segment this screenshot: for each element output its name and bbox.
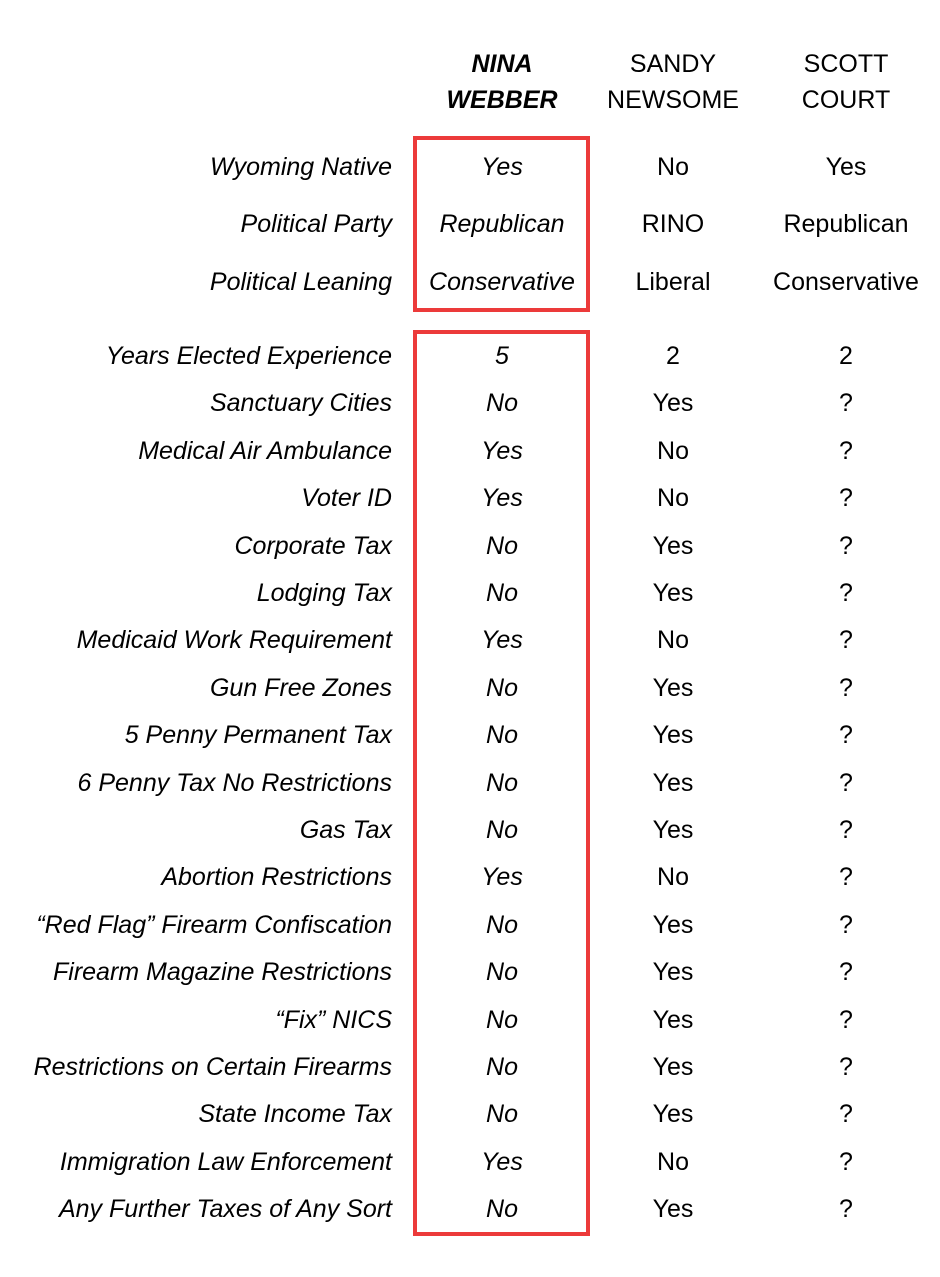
- table-row: [0, 1002, 940, 1038]
- cell-nina-webber: No: [486, 1100, 518, 1128]
- row-label: Political Party: [240, 210, 392, 238]
- table-row: [0, 206, 940, 242]
- cell-scott-court: ?: [839, 769, 853, 797]
- table-row: [0, 670, 940, 706]
- cell-scott-court: ?: [839, 1148, 853, 1176]
- cell-sandy-newsome: No: [657, 863, 689, 891]
- cell-scott-court: ?: [839, 1006, 853, 1034]
- row-label: Years Elected Experience: [105, 342, 392, 370]
- row-label: Voter ID: [301, 484, 392, 512]
- cell-scott-court: Republican: [783, 210, 909, 238]
- header-nina-webber: [417, 46, 587, 118]
- cell-sandy-newsome: Yes: [652, 769, 694, 797]
- cell-scott-court: ?: [839, 816, 853, 844]
- cell-nina-webber: Yes: [481, 1148, 523, 1176]
- cell-nina-webber: No: [486, 532, 518, 560]
- cell-scott-court: ?: [839, 389, 853, 417]
- cell-scott-court: ?: [839, 863, 853, 891]
- cell-sandy-newsome: Liberal: [635, 268, 711, 296]
- table-row: [0, 954, 940, 990]
- header-sandy-newsome: [588, 46, 758, 118]
- cell-sandy-newsome: Yes: [652, 1195, 694, 1223]
- cell-scott-court: 2: [839, 342, 853, 370]
- table-row: [0, 1096, 940, 1132]
- cell-scott-court: ?: [839, 532, 853, 560]
- cell-nina-webber: No: [486, 389, 518, 417]
- cell-nina-webber: No: [486, 721, 518, 749]
- table-row: [0, 149, 940, 185]
- cell-scott-court: ?: [839, 721, 853, 749]
- cell-sandy-newsome: No: [657, 1148, 689, 1176]
- cell-sandy-newsome: Yes: [652, 958, 694, 986]
- cell-sandy-newsome: No: [657, 437, 689, 465]
- cell-nina-webber: Yes: [481, 153, 523, 181]
- row-label: Gun Free Zones: [209, 674, 392, 702]
- cell-nina-webber: No: [486, 769, 518, 797]
- cell-nina-webber: No: [486, 579, 518, 607]
- table-row: [0, 1144, 940, 1180]
- table-row: [0, 907, 940, 943]
- cell-sandy-newsome: No: [657, 153, 689, 181]
- cell-scott-court: ?: [839, 437, 853, 465]
- cell-nina-webber: Yes: [481, 863, 523, 891]
- row-label: Political Leaning: [209, 268, 392, 296]
- table-row: [0, 1049, 940, 1085]
- cell-scott-court: Yes: [825, 153, 867, 181]
- row-label: Lodging Tax: [256, 579, 392, 607]
- cell-sandy-newsome: Yes: [652, 1006, 694, 1034]
- header-line: SCOTT: [803, 50, 889, 78]
- table-row: [0, 765, 940, 801]
- header-scott-court: [760, 46, 932, 118]
- row-label: 5 Penny Permanent Tax: [124, 721, 392, 749]
- cell-sandy-newsome: Yes: [652, 1053, 694, 1081]
- cell-sandy-newsome: Yes: [652, 389, 694, 417]
- cell-nina-webber: No: [486, 816, 518, 844]
- row-label: Corporate Tax: [234, 532, 392, 560]
- table-row: [0, 717, 940, 753]
- cell-nina-webber: No: [486, 958, 518, 986]
- cell-scott-court: ?: [839, 579, 853, 607]
- cell-sandy-newsome: RINO: [641, 210, 705, 238]
- cell-sandy-newsome: Yes: [652, 579, 694, 607]
- cell-scott-court: ?: [839, 626, 853, 654]
- table-row: [0, 480, 940, 516]
- row-label: Any Further Taxes of Any Sort: [58, 1195, 392, 1223]
- table-row: [0, 264, 940, 300]
- cell-nina-webber: Yes: [481, 484, 523, 512]
- row-label: “Red Flag” Firearm Confiscation: [36, 911, 392, 939]
- cell-sandy-newsome: Yes: [652, 532, 694, 560]
- cell-nina-webber: Republican: [439, 210, 565, 238]
- row-label: Wyoming Native: [210, 153, 392, 181]
- row-label: Restrictions on Certain Firearms: [33, 1053, 392, 1081]
- row-label: “Fix” NICS: [275, 1006, 392, 1034]
- header-line: WEBBER: [446, 86, 558, 114]
- table-row: [0, 338, 940, 374]
- cell-nina-webber: Yes: [481, 626, 523, 654]
- cell-sandy-newsome: No: [657, 626, 689, 654]
- row-label: Gas Tax: [299, 816, 392, 844]
- header-line: SANDY: [629, 50, 717, 78]
- cell-sandy-newsome: Yes: [652, 1100, 694, 1128]
- cell-nina-webber: No: [486, 1006, 518, 1034]
- row-label: 6 Penny Tax No Restrictions: [77, 769, 392, 797]
- table-row: [0, 433, 940, 469]
- cell-scott-court: ?: [839, 958, 853, 986]
- cell-scott-court: Conservative: [773, 268, 919, 296]
- row-label: Immigration Law Enforcement: [59, 1148, 392, 1176]
- row-label: Medicaid Work Requirement: [76, 626, 392, 654]
- cell-sandy-newsome: Yes: [652, 721, 694, 749]
- table-row: [0, 575, 940, 611]
- table-row: [0, 859, 940, 895]
- cell-nina-webber: No: [486, 1195, 518, 1223]
- table-row: [0, 812, 940, 848]
- cell-sandy-newsome: 2: [666, 342, 680, 370]
- header-line: NEWSOME: [607, 86, 739, 114]
- cell-sandy-newsome: No: [657, 484, 689, 512]
- row-label: State Income Tax: [198, 1100, 392, 1128]
- cell-nina-webber: No: [486, 674, 518, 702]
- table-row: [0, 385, 940, 421]
- header-line: COURT: [801, 86, 891, 114]
- row-label: Medical Air Ambulance: [138, 437, 392, 465]
- table-row: [0, 622, 940, 658]
- cell-sandy-newsome: Yes: [652, 911, 694, 939]
- table-row: [0, 528, 940, 564]
- cell-scott-court: ?: [839, 1195, 853, 1223]
- cell-scott-court: ?: [839, 484, 853, 512]
- table-row: [0, 1191, 940, 1227]
- cell-scott-court: ?: [839, 1100, 853, 1128]
- row-label: Abortion Restrictions: [161, 863, 392, 891]
- cell-scott-court: ?: [839, 1053, 853, 1081]
- cell-scott-court: ?: [839, 674, 853, 702]
- row-label: Sanctuary Cities: [209, 389, 392, 417]
- cell-nina-webber: No: [486, 1053, 518, 1081]
- cell-nina-webber: Conservative: [429, 268, 575, 296]
- header-line: NINA: [471, 50, 533, 78]
- cell-scott-court: ?: [839, 911, 853, 939]
- cell-nina-webber: No: [486, 911, 518, 939]
- cell-sandy-newsome: Yes: [652, 816, 694, 844]
- cell-sandy-newsome: Yes: [652, 674, 694, 702]
- cell-nina-webber: Yes: [481, 437, 523, 465]
- row-label: Firearm Magazine Restrictions: [53, 958, 392, 986]
- cell-nina-webber: 5: [495, 342, 509, 370]
